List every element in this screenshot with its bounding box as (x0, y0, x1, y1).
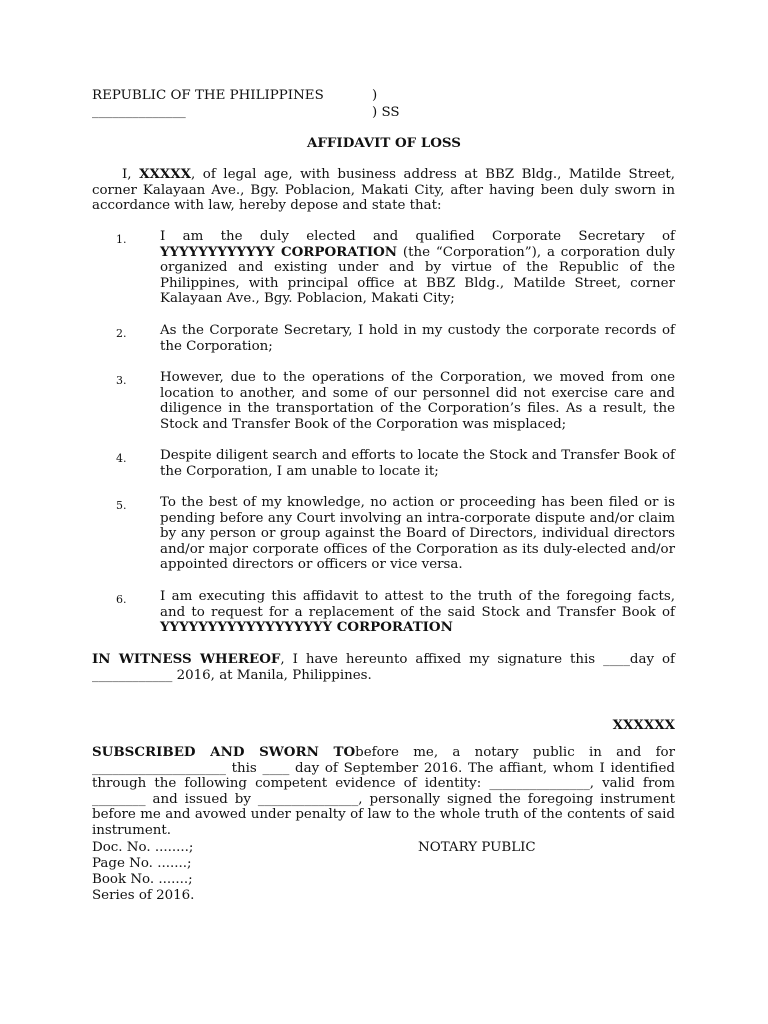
jurat-paragraph (92, 745, 675, 839)
intro-paragraph (92, 167, 675, 214)
item-number: 5. (116, 499, 127, 512)
venue-blank: ______________ (92, 104, 186, 119)
item-number: 4. (116, 452, 127, 465)
page-number: Page No. .......; (92, 856, 192, 871)
item-text: I am the duly elected and qualified Corporate Secretary of (160, 229, 675, 244)
ss-marker: ) SS (372, 105, 400, 120)
jurat-text: before me, a notary public in and for ____________________ this ____ day of September 2016. The affiant, whom I identified through the following competent evidence of identity: _______________, valid from ________ and issued by _______________, personally signed the foregoing instrument before me and avowed under penalty of law to the whole truth of the contents of said instrument. (92, 745, 675, 838)
doc-number: Doc. No. ........; (92, 840, 194, 855)
intro-text: , of legal age, with business address at BBZ Bldg., Matilde Street, corner Kalayaan Ave., Bgy. Poblacion, Makati City, after having been duly sworn in accordance with law, hereby depose and state that: (92, 167, 675, 214)
notary-public-label: NOTARY PUBLIC (418, 840, 536, 855)
item-number: 2. (116, 327, 127, 340)
affiant-signature: XXXXXX (612, 717, 675, 733)
list-item (160, 589, 675, 636)
jurat-heading: SUBSCRIBED AND SWORN TO (92, 744, 356, 760)
item-text: I am executing this affidavit to attest to the truth of the foregoing facts, and to request for a replacement of the said Stock and Transfer Book of (160, 589, 675, 620)
republic-heading: REPUBLIC OF THE PHILIPPINES (92, 88, 324, 103)
item-number: 1. (116, 233, 127, 246)
item-text: (the “Corporation”), a corporation duly organized and existing under and by virtue of the Republic of the Philippines, with principal office at BBZ Bldg., Matilde Street, corner Kalayaan Ave., Bgy. Poblacion, Makati City; (160, 244, 675, 307)
list-item: Despite diligent search and efforts to locate the Stock and Transfer Book of the Corporation, I am unable to locate it; (160, 448, 675, 479)
corporation-name: YYYYYYYYYYYY CORPORATION (160, 243, 398, 260)
witness-heading: IN WITNESS WHEREOF (92, 651, 281, 667)
series-year: Series of 2016. (92, 888, 195, 903)
witness-paragraph (92, 652, 675, 683)
corporation-name: YYYYYYYYYYYYYYYYYY CORPORATION (160, 619, 453, 636)
list-item: To the best of my knowledge, no action or proceeding has been filed or is pending before any Court involving an intra-corporate dispute and/or claim by any person or group against the Board of Directors, individual directors and/or major corporate offices of the Corporation as its duly-elected and/or appointed directors or officers or vice versa. (160, 495, 675, 573)
witness-text: , I have hereunto affixed my signature this ____day of ____________ 2016, at Manila, Philippines. (92, 652, 675, 683)
item-number: 3. (116, 374, 127, 387)
document-title: AFFIDAVIT OF LOSS (307, 135, 461, 151)
book-number: Book No. .......; (92, 872, 193, 887)
item-number: 6. (116, 593, 127, 606)
venue-paren: ) (372, 88, 378, 103)
affiant-name: XXXXX (139, 166, 192, 182)
list-item: As the Corporate Secretary, I hold in my custody the corporate records of the Corporation; (160, 323, 675, 354)
intro-i: I, (122, 167, 140, 182)
list-item (160, 229, 675, 307)
list-item: However, due to the operations of the Corporation, we moved from one location to another, and some of our personnel did not exercise care and diligence in the transportation of the Corporation’s files. As a result, the Stock and Transfer Book of the Corporation was misplaced; (160, 370, 675, 432)
